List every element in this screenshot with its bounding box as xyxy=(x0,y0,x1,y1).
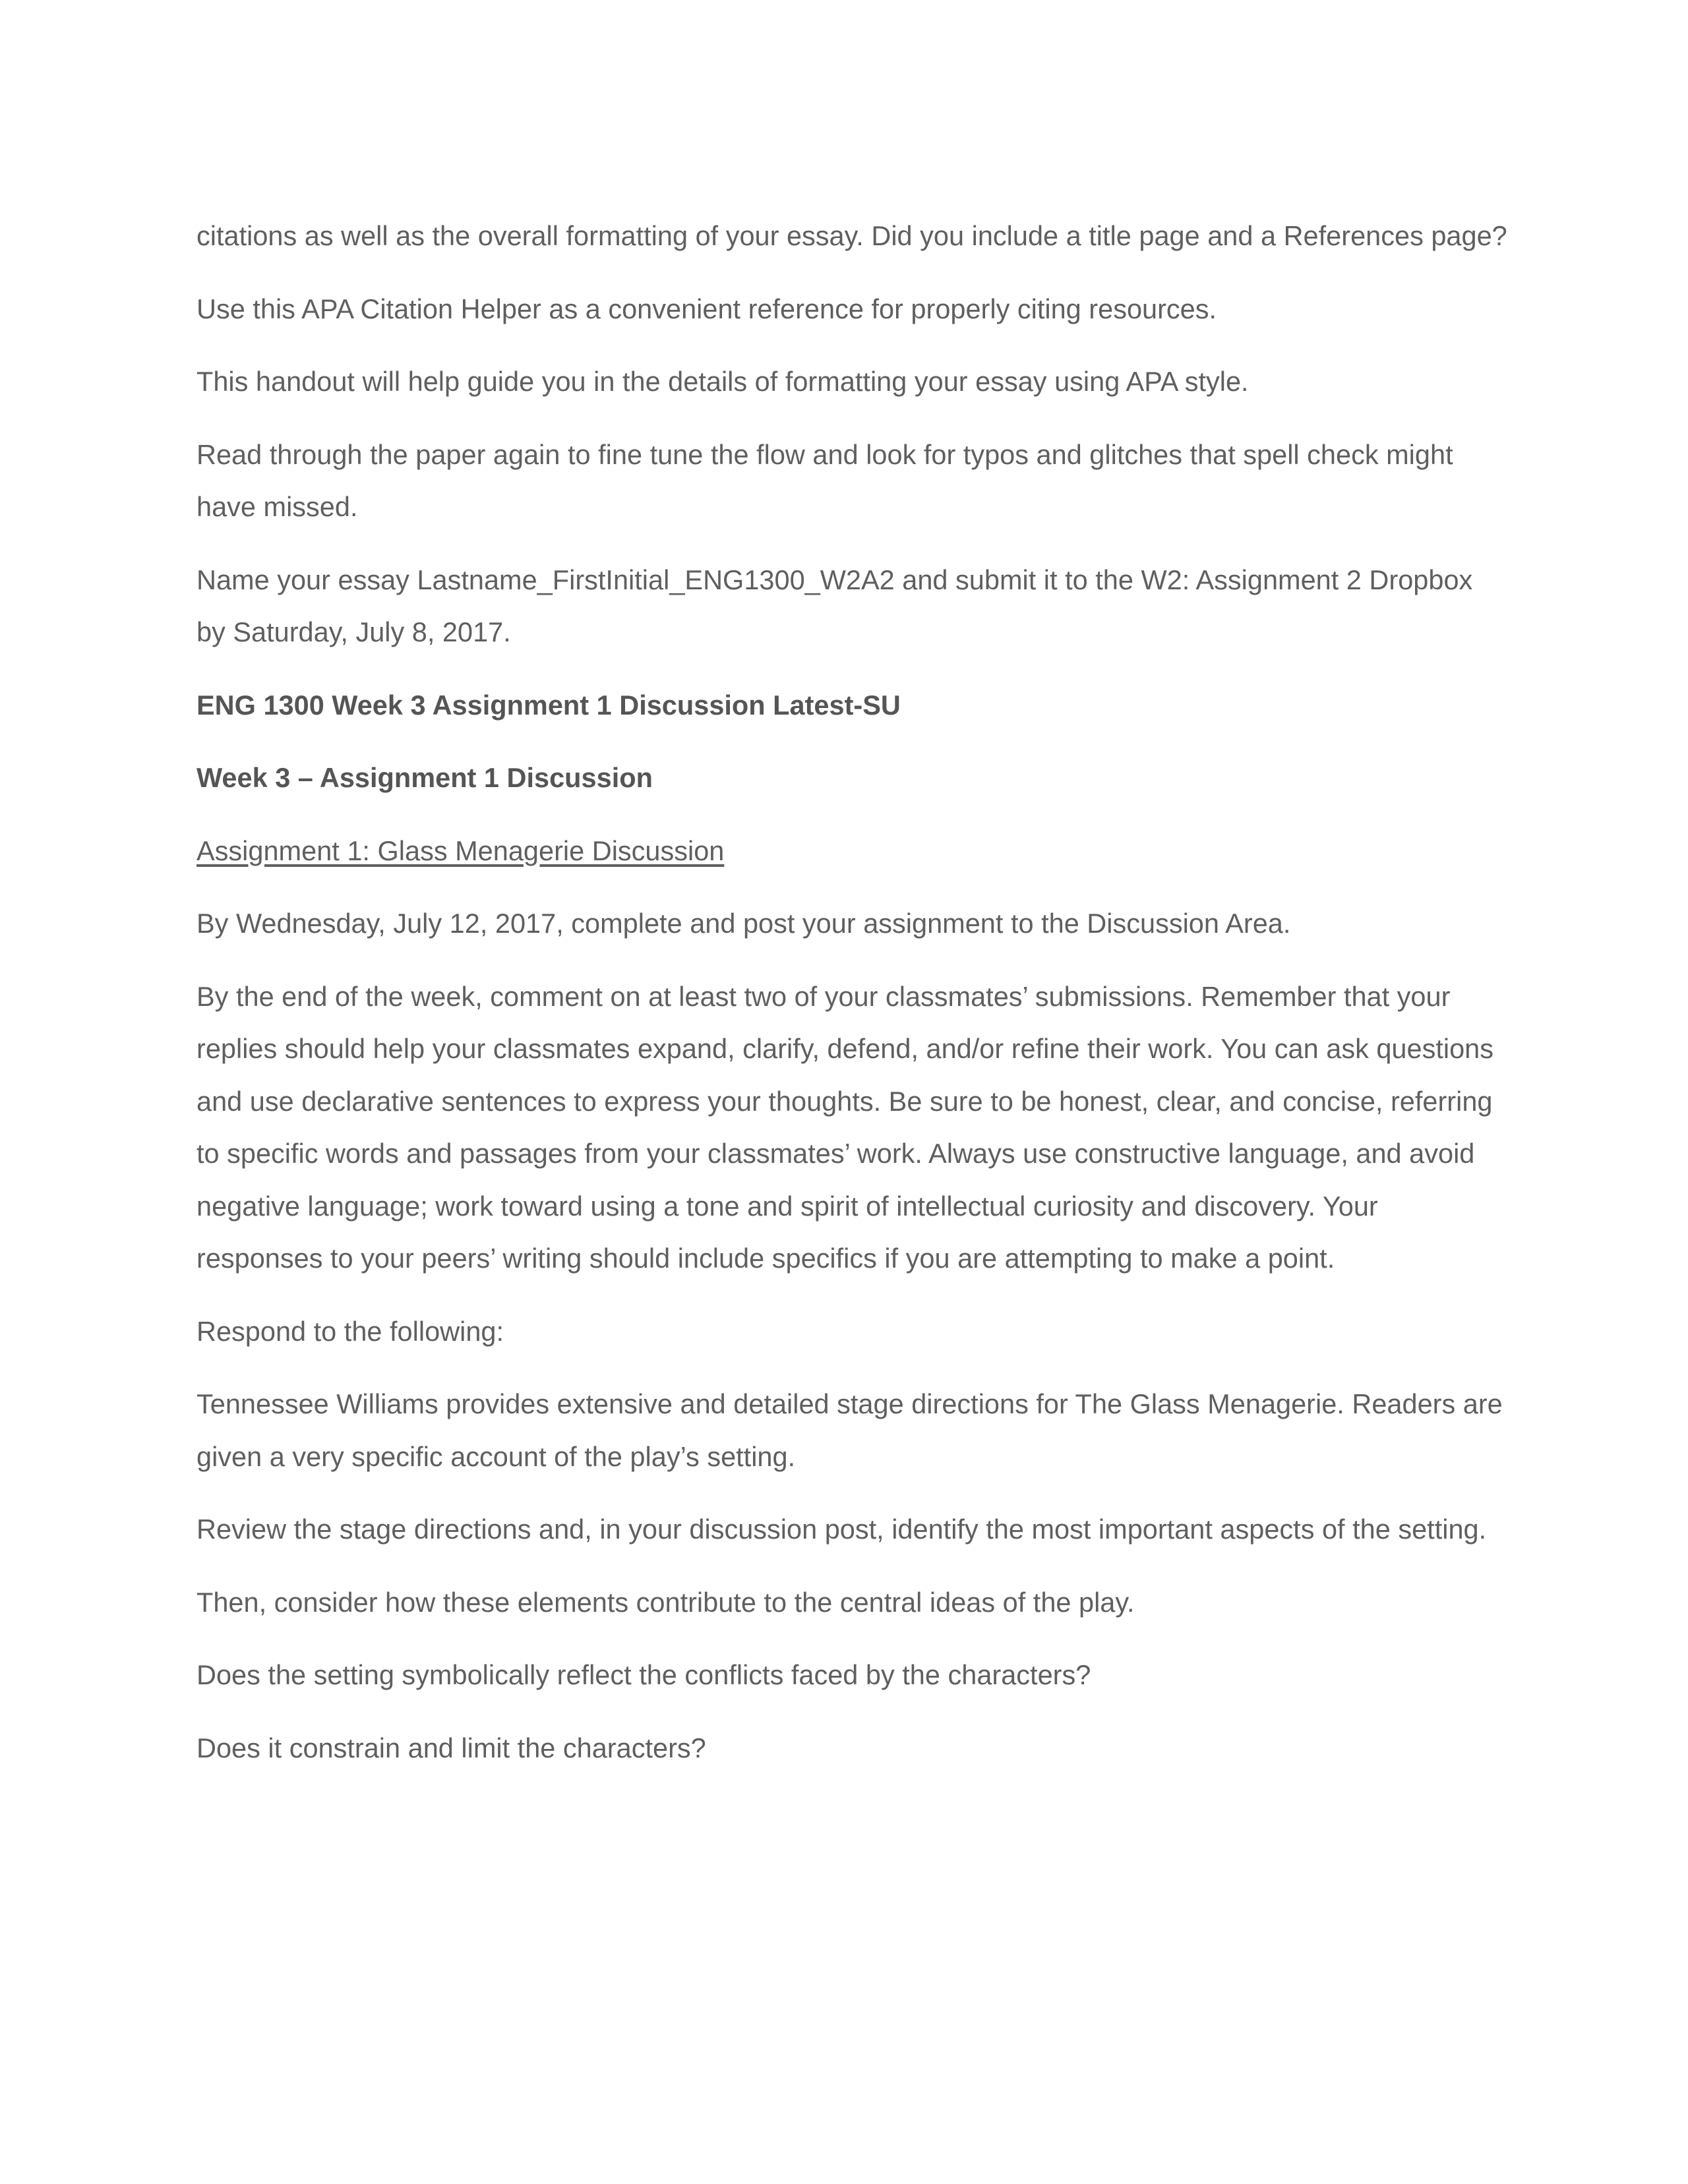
question-setting-conflicts: Does the setting symbolically reflect the conflicts faced by the characters? xyxy=(196,1659,1091,1690)
paragraph-apa-handout: This handout will help guide you in the details of formatting your essay using APA style. xyxy=(196,366,1249,397)
question-constrain-characters: Does it constrain and limit the characters? xyxy=(196,1732,706,1763)
assignment-title: Assignment 1: Glass Menagerie Discussion xyxy=(196,835,725,866)
paragraph-respond-prompt: Respond to the following: xyxy=(196,1315,504,1347)
paragraph-submission: Name your essay Lastname_FirstInitial_ENG1300_W2A2 and submit it to the W2: Assignment 2 Dropbox by Saturday, July 8, 2017. xyxy=(196,564,1473,647)
paragraph-stage-directions: Tennessee Williams provides extensive and detailed stage directions for The Glass Menagerie. Readers are given a very specific account of the play’s setting. xyxy=(196,1388,1503,1472)
paragraph-review-setting: Review the stage directions and, in your discussion post, identify the most important aspects of the setting. xyxy=(196,1514,1487,1545)
week-heading: Week 3 – Assignment 1 Discussion xyxy=(196,762,653,793)
paragraph-due-date: By Wednesday, July 12, 2017, complete and post your assignment to the Discussion Area. xyxy=(196,908,1291,939)
paragraph-peer-comments: By the end of the week, comment on at least two of your classmates’ submissions. Remember that your replies should help your classmates expand, clarify, defend, and/or refine their work. You can ask questions and use declarative sentences to express your thoughts. Be sure to be honest, clear, and concise, referring to specific words and passages from your classmates’ work. Always use constructive language, and avoid negative language; work toward using a tone and spirit of intellectual curiosity and discovery. Your responses to your peers’ writing should include specifics if you are attempting to make a point. xyxy=(196,980,1493,1274)
paragraph-apa-citation-helper: Use this APA Citation Helper as a convenient reference for properly citing resources. xyxy=(196,293,1217,324)
paragraph-central-ideas: Then, consider how these elements contribute to the central ideas of the play. xyxy=(196,1586,1135,1618)
paragraph-formatting-check: citations as well as the overall formatting of your essay. Did you include a title page and a References page? xyxy=(196,220,1507,251)
document-heading: ENG 1300 Week 3 Assignment 1 Discussion Latest-SU xyxy=(196,689,901,721)
paragraph-proofread: Read through the paper again to fine tune the flow and look for typos and glitches that spell check might have missed. xyxy=(196,438,1453,522)
document-body xyxy=(196,210,1509,1794)
